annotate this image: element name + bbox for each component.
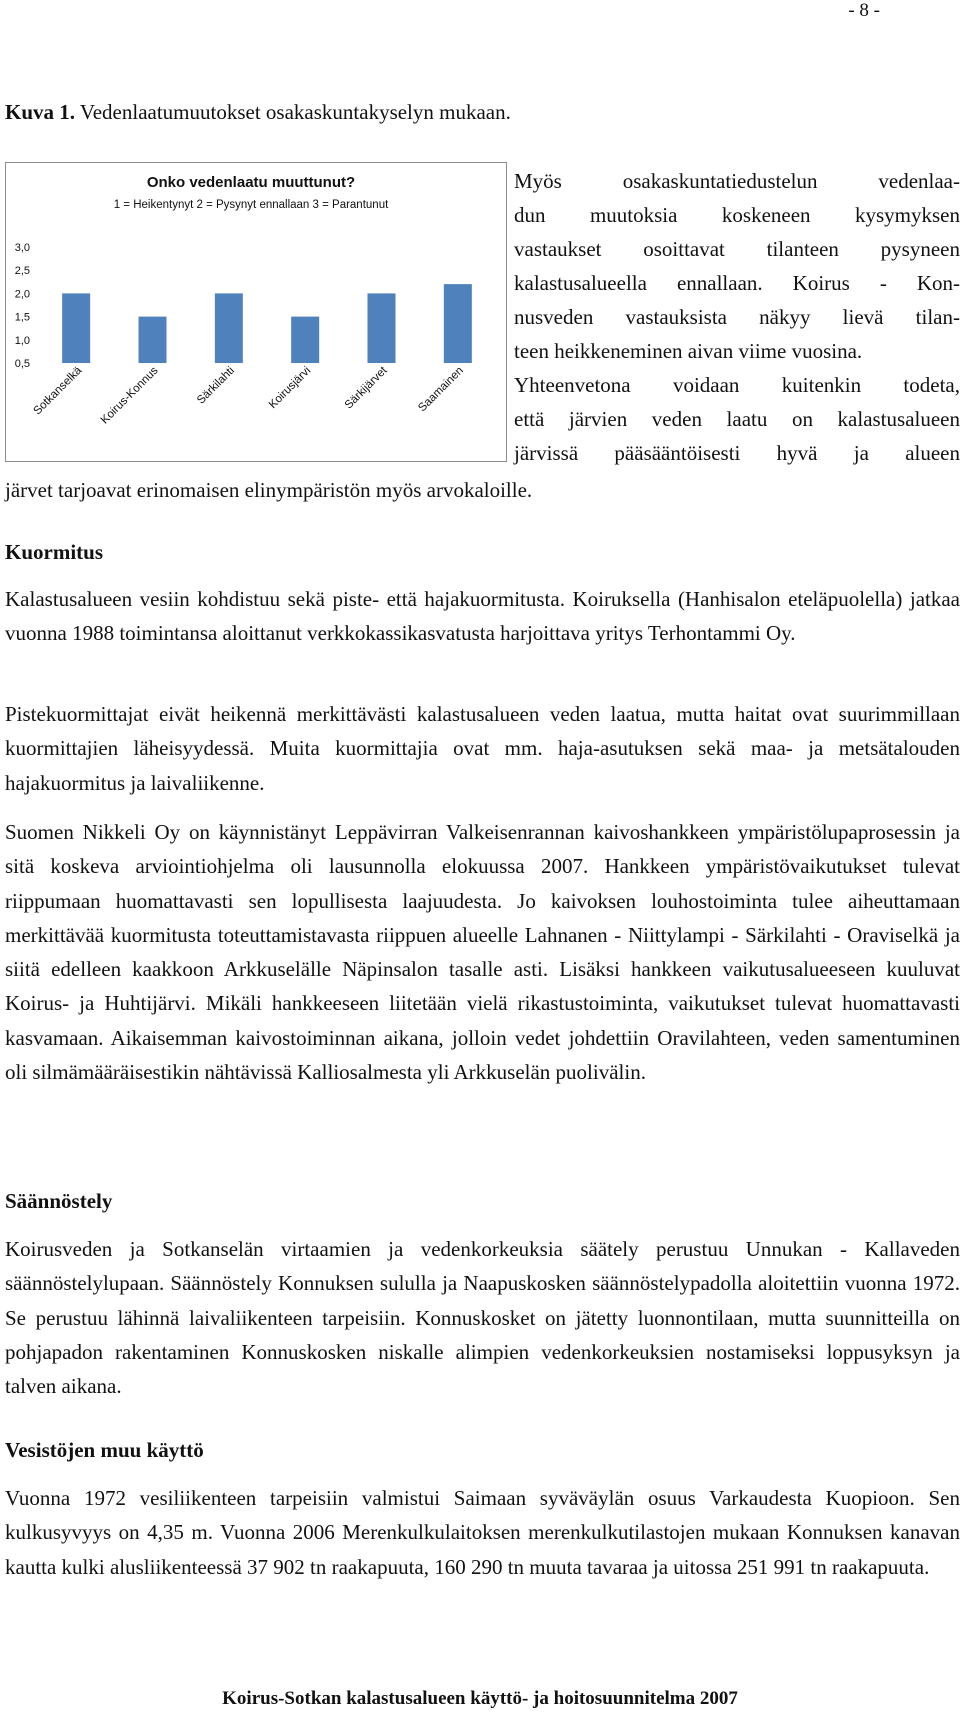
paragraph: Suomen Nikkeli Oy on käynnistänyt Leppävirran Valkeisenrannan kaivoshankkeen ympäristölupaprosessin ja sitä koskeva arviointiohjelma oli lausunnolla elokuussa 2007. Hankkeen ympäristövaikutukset tulevat riippumaan huomattavasti sen lopullisesta laajuudesta. Jo kaivoksen louhostoiminta tulee aiheuttamaan merkittävää kuormitusta toteuttamistavasta riippuen alueelle Lahnanen - Niittylampi - Särkilahti - Oraviselkä ja siitä edelleen kaakkoon Arkkuselälle Näpinsalon tasalle asti. Lisäksi hankkeen vaikutusalueeseen kuuluvat Koirus- ja Huhtijärvi. Mikäli hankkeeseen liitetään vielä rikastustoiminta, vaikutukset tulevat huomattavasti kasvamaan. Aikaisemman kaivostoiminnan aikana, jolloin vedet johdettiin Oravilahteen, veden samentuminen oli silmämääräisestikin nähtävissä Kalliosalmesta yli Arkkuselän puolivälin. <box>5 820 960 1085</box>
figure-label: Kuva 1. <box>5 100 76 124</box>
side-line: kalastusalueella ennallaan. Koirus - Kon- <box>514 271 960 295</box>
chart-subtitle: 1 = Heikentynyt 2 = Pysynyt ennallaan 3 = Parantunut <box>113 199 389 211</box>
side-line: Myös osakaskuntatiedustelun vedenlaa- <box>514 169 960 193</box>
chart-title: Onko vedenlaatu muuttunut? <box>146 174 356 191</box>
side-line: vastaukset osoittavat tilanteen pysyneen <box>514 237 960 261</box>
chart <box>5 162 507 462</box>
x-tick-label: Särkilahti <box>195 364 237 407</box>
side-text-continuation: järvet tarjoavat erinomaisen elinympäristön myös arvokaloille. <box>5 478 533 502</box>
side-line: nusveden vastauksista näkyy lievä tilan- <box>514 305 960 329</box>
chart-svg <box>6 163 506 461</box>
bar <box>139 317 167 363</box>
y-tick-label: 0,5 <box>14 358 30 370</box>
bar <box>215 293 243 363</box>
side-line: teen heikkeneminen aivan viime vuosina. <box>514 339 863 363</box>
y-tick-label: 3,0 <box>14 242 30 254</box>
bars <box>62 284 472 363</box>
x-tick-label: Sotkanselkä <box>31 364 85 418</box>
y-tick-label: 1,5 <box>14 311 30 324</box>
bar <box>368 293 396 363</box>
bar <box>444 284 472 363</box>
bar <box>62 293 90 363</box>
paragraph: Koirusveden ja Sotkanselän virtaamien ja vedenkorkeuksia säätely perustuu Unnukan - Kallaveden säännöstelylupaan. Säännöstely Konnuksen sululla ja Naapuskosken säännöstelypadolla aloitettiin vuonna 1972. Se perustuu lähinnä laivaliikenteen tarpeisiin. Konnuskosket on jätetty luonnontilaan, mutta suunnitteilla on pohjapadon rakentaminen Konnuskosken niskalle alimpien vedenkorkeuksien nostamiseksi loppusyksyn ja talven aikana. <box>5 1237 960 1399</box>
heading-kuormitus: Kuormitus <box>5 540 104 564</box>
x-tick-label: Saamainen <box>416 364 466 415</box>
bar <box>291 317 319 363</box>
x-tick-label: Koirusjärvi <box>266 364 314 412</box>
page-number: - 8 - <box>848 0 880 21</box>
paragraph: Pistekuormittajat eivät heikennä merkittävästi kalastusalueen veden laatua, mutta haitat ovat suurimmillaan kuormittajien läheisyydessä. Muita kuormittajia ovat mm. haja-asutuksen sekä maa- ja metsätalouden hajakuormitus ja laivaliikenne. <box>5 702 960 795</box>
y-tick-label: 2,0 <box>14 288 30 301</box>
y-tick-label: 1,0 <box>14 334 30 347</box>
side-line: että järvien veden laatu on kalastusalueen <box>514 407 960 431</box>
heading-muu-kaytto: Vesistöjen muu käyttö <box>5 1438 204 1462</box>
side-line: järvissä pääsääntöisesti hyvä ja alueen <box>514 441 960 465</box>
y-tick-label: 2,5 <box>14 265 30 278</box>
y-axis <box>15 242 30 370</box>
x-axis <box>31 364 465 426</box>
paragraph: Kalastusalueen vesiin kohdistuu sekä piste- että hajakuormitusta. Koiruksella (Hanhisalon eteläpuolella) jatkaa vuonna 1988 toimintansa aloittanut verkkokassikasvatusta harjoittava yritys Terhontammi Oy. <box>5 587 960 646</box>
side-line: Yhteenvetona voidaan kuitenkin todeta, <box>514 373 960 397</box>
x-tick-label: Särkijärvet <box>342 364 390 412</box>
paragraph: Vuonna 1972 vesiliikenteen tarpeisiin valmistui Saimaan syväväylän osuus Varkaudesta Kuopioon. Sen kulkusyvyys on 4,35 m. Vuonna 2006 Merenkulkulaitoksen merenkulkutilastojen mukaan Konnuksen kanavan kautta kulki alusliikenteessä 37 902 tn raakapuuta, 160 290 tn muuta tavaraa ja uitossa 251 991 tn raakapuuta. <box>5 1486 960 1579</box>
figure-caption-text: Vedenlaatumuutokset osakaskuntakyselyn mukaan. <box>79 100 511 124</box>
page-footer: Koirus-Sotkan kalastusalueen käyttö- ja hoitosuunnitelma 2007 <box>222 1688 738 1709</box>
side-text <box>514 164 960 470</box>
figure-caption <box>5 100 511 125</box>
heading-saannostely: Säännöstely <box>5 1189 113 1213</box>
side-line: dun muutoksia koskeneen kysymyksen <box>514 203 960 227</box>
x-tick-label: Koirus-Konnus <box>98 364 161 427</box>
